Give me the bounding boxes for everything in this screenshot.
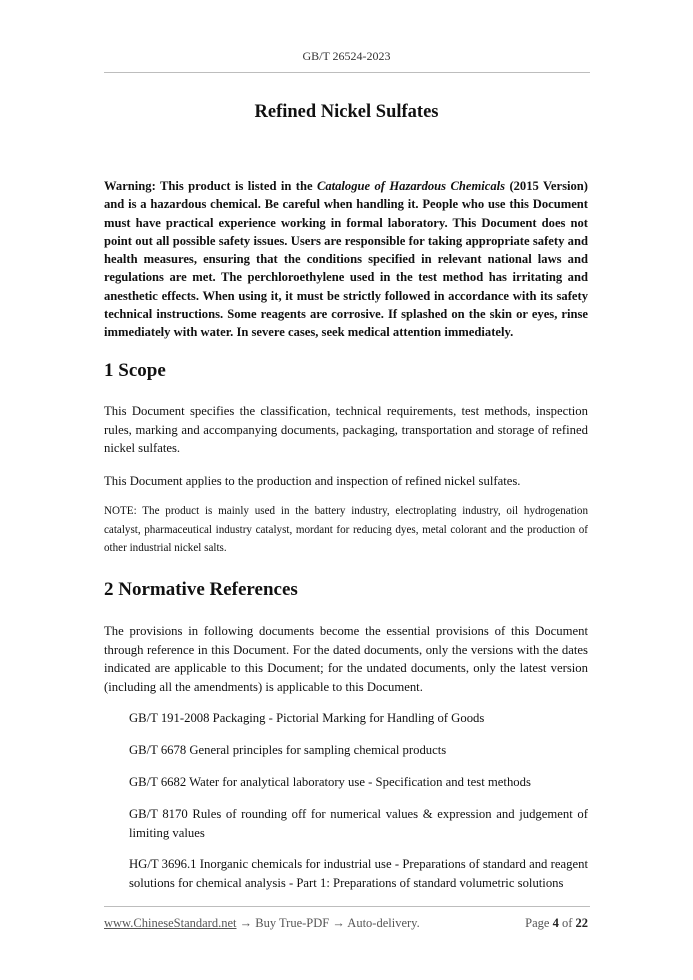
header-divider [104, 72, 590, 73]
reference-item: GB/T 6678 General principles for sampling chemical products [129, 743, 447, 757]
warning-text: (2015 Version) and is a hazardous chemical. Be careful when handling it. People who use this Document must have practical experience working in formal laboratory. This Document does not point out all possible safety issues. Users are responsible for taking appropriate safety and health measures, ensuring that the conditions specified in relevant national laws and regulations are met. The perchloroethylene used in the test method has irritating and anesthetic effects. When using it, it must be strictly followed in accordance with its safety technical instructions. Some reagents are corrosive. If splashed on the skin or eyes, rinse immediately with water. In severe cases, seek medical attention immediately. [104, 179, 588, 340]
section-heading-normative-references: 2 Normative References [104, 579, 298, 600]
normative-intro-paragraph: The provisions in following documents become the essential provisions of this Document through reference in this Document. For the dated documents, only the versions with the dates indicated are applicable to this Document; for the undated documents, only the latest version (including all the amendments) is applicable to this Document. [104, 624, 588, 694]
page-indicator [525, 916, 588, 931]
document-title: Refined Nickel Sulfates [254, 102, 439, 122]
reference-item: HG/T 3696.1 Inorganic chemicals for industrial use - Preparations of standard and reagent solutions for chemical analysis - Part 1: Preparations of standard volumetric solutions [129, 857, 588, 890]
page-header: GB/T 26524-2023 [302, 49, 391, 63]
page-footer [104, 916, 588, 931]
catalogue-title: Catalogue of Hazardous Chemicals [316, 179, 506, 193]
footer-tagline: → Buy True-PDF → Auto-delivery. [236, 916, 420, 930]
scope-paragraph-1: This Document specifies the classification, technical requirements, test methods, inspection rules, marking and accompanying documents, packaging, transportation and storage of refined nickel sulfates. [104, 404, 588, 456]
warning-paragraph [104, 177, 588, 342]
total-pages: 22 [575, 916, 588, 930]
reference-item: GB/T 8170 Rules of rounding off for numerical values & expression and judgement of limiting values [129, 807, 588, 840]
section-heading-scope: 1 Scope [104, 360, 166, 381]
scope-note: NOTE: The product is mainly used in the battery industry, electroplating industry, oil hydrogenation catalyst, pharmaceutical industry catalyst, mordant for reducing dyes, metal colorant and the production of other industrial nickel salts. [104, 505, 588, 555]
scope-paragraph-2: This Document applies to the production and inspection of refined nickel sulfates. [104, 474, 521, 488]
reference-item: GB/T 6682 Water for analytical laboratory use - Specification and test methods [129, 775, 531, 789]
of-label: of [558, 916, 576, 930]
site-link[interactable]: www.ChineseStandard.net [104, 916, 237, 930]
reference-item: GB/T 191-2008 Packaging - Pictorial Marking for Handling of Goods [129, 711, 485, 725]
current-page-number: 4 [552, 916, 559, 930]
footer-divider [104, 906, 590, 907]
page-label: Page [525, 916, 553, 930]
warning-prefix: Warning: This product is listed in the [104, 179, 317, 193]
